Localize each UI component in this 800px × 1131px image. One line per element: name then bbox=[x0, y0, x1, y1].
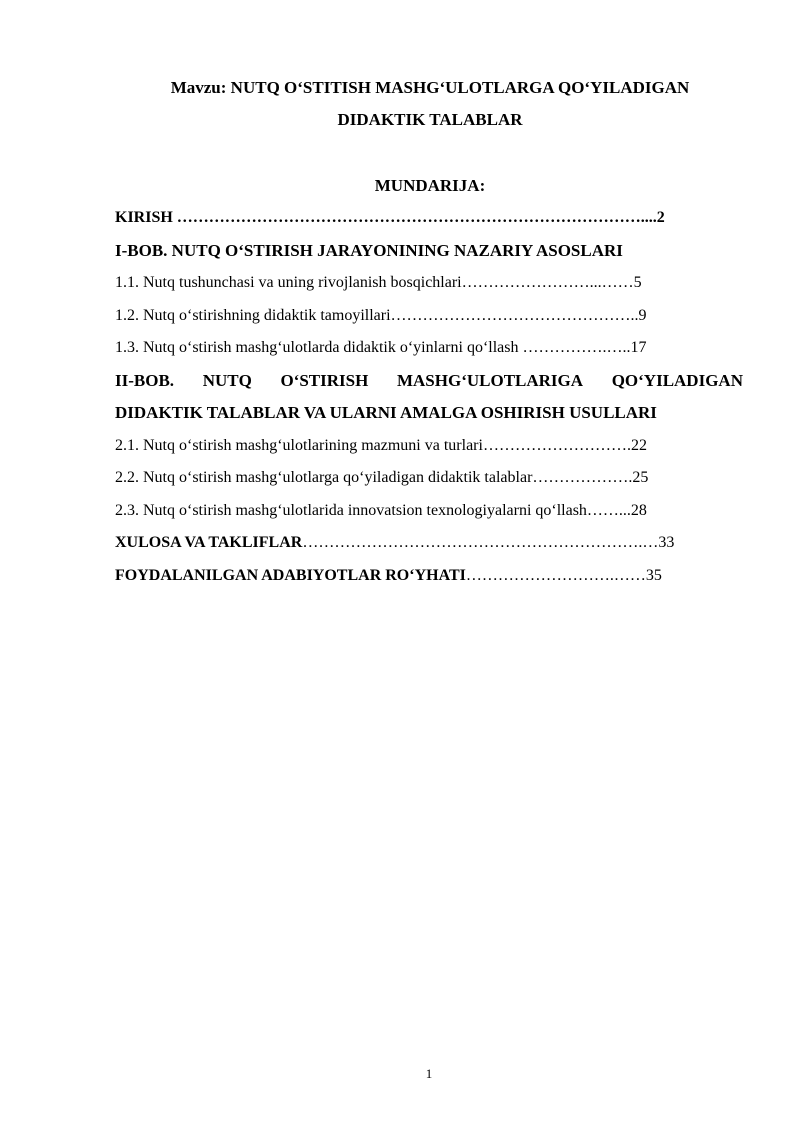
toc-entry-foydalanilgan-leader: ……………………….……35 bbox=[465, 566, 662, 584]
toc-entry-2-3: 2.3. Nutq o‘stirish mashg‘ulotlarida innovatsion texnologiyalarni qo‘llash……...28 bbox=[115, 501, 647, 519]
toc-entry-xulosa bbox=[115, 527, 743, 560]
toc-entry-foydalanilgan bbox=[115, 560, 743, 593]
toc-entry-xulosa-label: XULOSA VA TAKLIFLAR bbox=[115, 534, 303, 551]
toc-entry-chapter-2-line-1 bbox=[115, 365, 743, 398]
toc-entry-2-2: 2.2. Nutq o‘stirish mashg‘ulotlarga qo‘yiladigan didaktik talablar……………….25 bbox=[115, 469, 649, 486]
chapter-2-word: II-BOB. bbox=[115, 370, 175, 390]
toc-entry-xulosa-leader: ……………………………………………………….…33 bbox=[302, 534, 675, 551]
chapter-2-word: NUTQ bbox=[202, 370, 252, 390]
toc-entry-2-1: 2.1. Nutq o‘stirish mashg‘ulotlarining mazmuni va turlari……………………….22 bbox=[115, 436, 647, 454]
toc-entry-1-3: 1.3. Nutq o‘stirish mashg‘ulotlarda didaktik o‘yinlarni qo‘llash …………….…..17 bbox=[115, 339, 647, 356]
toc-entry-1-1: 1.1. Nutq tushunchasi va uning rivojlanish bosqichlari……………………...……5 bbox=[115, 274, 642, 291]
toc-entry-foydalanilgan-label: FOYDALANILGAN ADABIYOTLAR RO‘YHATI bbox=[115, 566, 466, 584]
toc-entry-chapter-1: I-BOB. NUTQ O‘STIRISH JARAYONINING NAZARIY ASOSLARI bbox=[115, 240, 623, 260]
toc-entry-1-2: 1.2. Nutq o‘stirishning didaktik tamoyillari………………………………………..9 bbox=[115, 306, 647, 324]
page-number: 1 bbox=[425, 1066, 433, 1081]
toc-entry-kirish-text: KIRISH ……………………………………………………………………………....2 bbox=[115, 209, 665, 226]
toc-heading: MUNDARIJA: bbox=[374, 176, 486, 195]
document-title-line-2: DIDAKTIK TALABLAR bbox=[337, 110, 523, 129]
toc-entry-chapter-2-line-2: DIDAKTIK TALABLAR VA ULARNI AMALGA OSHIRISH USULLARI bbox=[115, 403, 657, 422]
chapter-2-word: MASHG‘ULOTLARIGA bbox=[396, 370, 584, 390]
chapter-2-word: O‘STIRISH bbox=[280, 370, 369, 390]
document-title-line-1: Mavzu: NUTQ O‘STITISH MASHG‘ULOTLARGA QO‘YILADIGAN bbox=[170, 78, 690, 97]
chapter-2-word: QO‘YILADIGAN bbox=[611, 370, 743, 390]
table-of-contents bbox=[115, 202, 743, 592]
toc-entry-kirish bbox=[115, 202, 743, 235]
